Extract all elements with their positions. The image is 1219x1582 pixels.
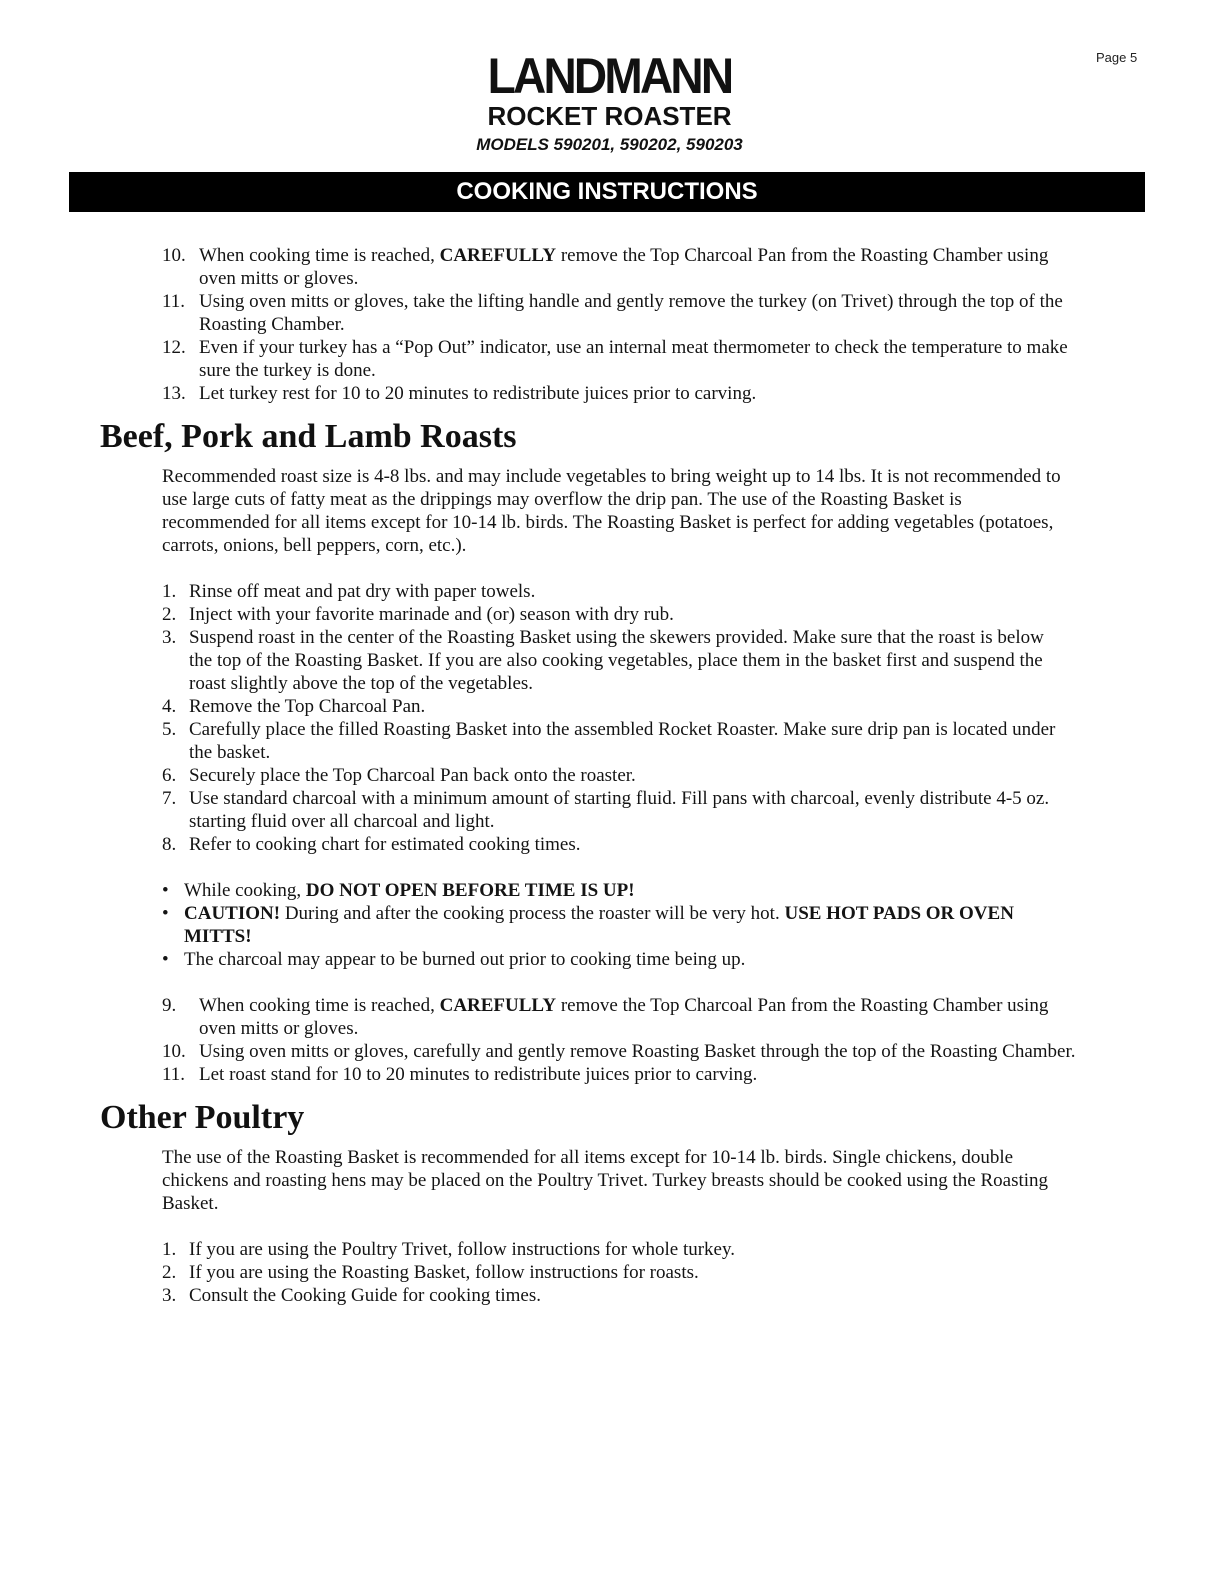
bullet-text: The charcoal may appear to be burned out prior to cooking time being up.: [184, 949, 746, 970]
step-text: If you are using the Roasting Basket, follow instructions for roasts.: [189, 1262, 699, 1283]
brand-logo: LANDMANN: [487, 48, 732, 104]
step-number: 3.: [162, 627, 177, 648]
turkey-steps-list: [0, 244, 1219, 405]
product-name: ROCKET ROASTER: [487, 101, 732, 131]
step-text: Carefully place the filled Roasting Basket into the assembled Rocket Roaster. Make sure drip pan is located under the basket.: [189, 719, 1056, 763]
step-text: Even if your turkey has a “Pop Out” indicator, use an internal meat thermometer to check the temperature to make sure the turkey is done.: [199, 337, 1068, 381]
list-item: [0, 1238, 1069, 1261]
step-text: remove the Top Charcoal Pan from the Roasting Chamber using oven mitts or gloves.: [199, 995, 1049, 1039]
step-number: 4.: [162, 696, 177, 717]
bullet-icon: •: [162, 949, 169, 970]
list-item: [0, 580, 1069, 603]
list-item: [0, 879, 1064, 902]
list-item: [0, 626, 1069, 695]
list-item: [0, 382, 1079, 405]
step-emphasis: CAREFULLY: [439, 245, 557, 266]
step-emphasis: CAREFULLY: [439, 995, 557, 1016]
section-title-roasts: Beef, Pork and Lamb Roasts: [100, 418, 517, 455]
list-item: [0, 833, 1069, 856]
step-text: Using oven mitts or gloves, take the lifting handle and gently remove the turkey (on Trivet) through the top of the Roasting Chamber.: [199, 291, 1063, 335]
step-number: 12.: [162, 337, 186, 358]
poultry-steps-list: [0, 1238, 1219, 1307]
step-number: 6.: [162, 765, 177, 786]
step-text: Use standard charcoal with a minimum amount of starting fluid. Fill pans with charcoal, evenly distribute 4-5 oz. starting fluid over all charcoal and light.: [189, 788, 1050, 832]
list-item: [0, 603, 1069, 626]
step-text: Let roast stand for 10 to 20 minutes to redistribute juices prior to carving.: [199, 1064, 758, 1085]
list-item: [0, 948, 1064, 971]
step-number: 8.: [162, 834, 177, 855]
step-text: Inject with your favorite marinade and (or) season with dry rub.: [189, 604, 674, 625]
list-item: [0, 695, 1069, 718]
step-number: 10.: [162, 245, 186, 266]
step-text: Securely place the Top Charcoal Pan back onto the roaster.: [189, 765, 636, 786]
step-text: When cooking time is reached,: [199, 995, 440, 1016]
step-text: remove the Top Charcoal Pan from the Roasting Chamber using oven mitts or gloves.: [199, 245, 1049, 289]
step-number: 1.: [162, 581, 177, 602]
document-header: [0, 50, 1219, 156]
roasts-intro: Recommended roast size is 4-8 lbs. and may include vegetables to bring weight up to 14 lbs. It is not recommended to use large cuts of fatty meat as the drippings may overflow the drip pan. The use of the Roasting Basket is recommended for all items except for 10-14 lb. birds. The Roasting Basket is perfect for adding vegetables (potatoes, carrots, onions, bell peppers, corn, etc.).: [162, 466, 1061, 556]
step-number: 11.: [162, 1064, 186, 1085]
step-number: 9.: [162, 995, 177, 1016]
step-number: 2.: [162, 1262, 177, 1283]
step-number: 13.: [162, 383, 186, 404]
list-item: [0, 787, 1069, 833]
step-number: 5.: [162, 719, 177, 740]
bullet-emphasis: DO NOT OPEN BEFORE TIME IS UP!: [305, 880, 635, 901]
list-item: [0, 1063, 1079, 1086]
warnings-list: [0, 879, 1219, 971]
list-item: [0, 1284, 1069, 1307]
page-number: Page 5: [1096, 50, 1138, 65]
bullet-emphasis: USE HOT PADS OR OVEN MITTS!: [184, 903, 1014, 947]
bullet-icon: •: [162, 903, 169, 924]
list-item: [0, 764, 1069, 787]
step-text: Suspend roast in the center of the Roasting Basket using the skewers provided. Make sure that the roast is below the top of the Roasting Basket. If you are also cooking vegetables, place them in the basket first and suspend the roast slightly above the top of the vegetables.: [189, 627, 1044, 694]
step-number: 10.: [162, 1041, 186, 1062]
section-title-poultry: Other Poultry: [100, 1099, 305, 1136]
bullet-text: During and after the cooking process the roaster will be very hot.: [280, 903, 785, 924]
roasts-steps-list: [0, 580, 1219, 856]
step-text: Remove the Top Charcoal Pan.: [189, 696, 426, 717]
step-text: Using oven mitts or gloves, carefully and gently remove Roasting Basket through the top of the Roasting Chamber.: [199, 1041, 1076, 1062]
roasts-steps-list-continued: [0, 994, 1219, 1086]
model-numbers: MODELS 590201, 590202, 590203: [476, 135, 743, 154]
step-text: Refer to cooking chart for estimated cooking times.: [189, 834, 581, 855]
step-text: Rinse off meat and pat dry with paper towels.: [189, 581, 536, 602]
list-item: [0, 336, 1079, 382]
step-text: When cooking time is reached,: [199, 245, 440, 266]
step-text: If you are using the Poultry Trivet, follow instructions for whole turkey.: [189, 1239, 736, 1260]
list-item: [0, 244, 1079, 290]
list-item: [0, 718, 1069, 764]
bullet-icon: •: [162, 880, 169, 901]
list-item: [0, 1261, 1069, 1284]
step-text: Let turkey rest for 10 to 20 minutes to redistribute juices prior to carving.: [199, 383, 757, 404]
document-body: [0, 244, 1219, 1307]
bullet-emphasis: CAUTION!: [184, 903, 281, 924]
step-number: 3.: [162, 1285, 177, 1306]
section-banner: COOKING INSTRUCTIONS: [69, 172, 1145, 212]
step-number: 2.: [162, 604, 177, 625]
step-text: Consult the Cooking Guide for cooking times.: [189, 1285, 542, 1306]
list-item: [0, 1040, 1079, 1063]
list-item: [0, 290, 1079, 336]
step-number: 11.: [162, 291, 186, 312]
list-item: [0, 994, 1079, 1040]
step-number: 1.: [162, 1239, 177, 1260]
poultry-intro: The use of the Roasting Basket is recommended for all items except for 10-14 lb. birds. Single chickens, double chickens and roasting hens may be placed on the Poultry Trivet. Turkey breasts should be cooked using the Roasting Basket.: [162, 1147, 1049, 1214]
step-number: 7.: [162, 788, 177, 809]
bullet-text: While cooking,: [184, 880, 306, 901]
list-item: [0, 902, 1064, 948]
